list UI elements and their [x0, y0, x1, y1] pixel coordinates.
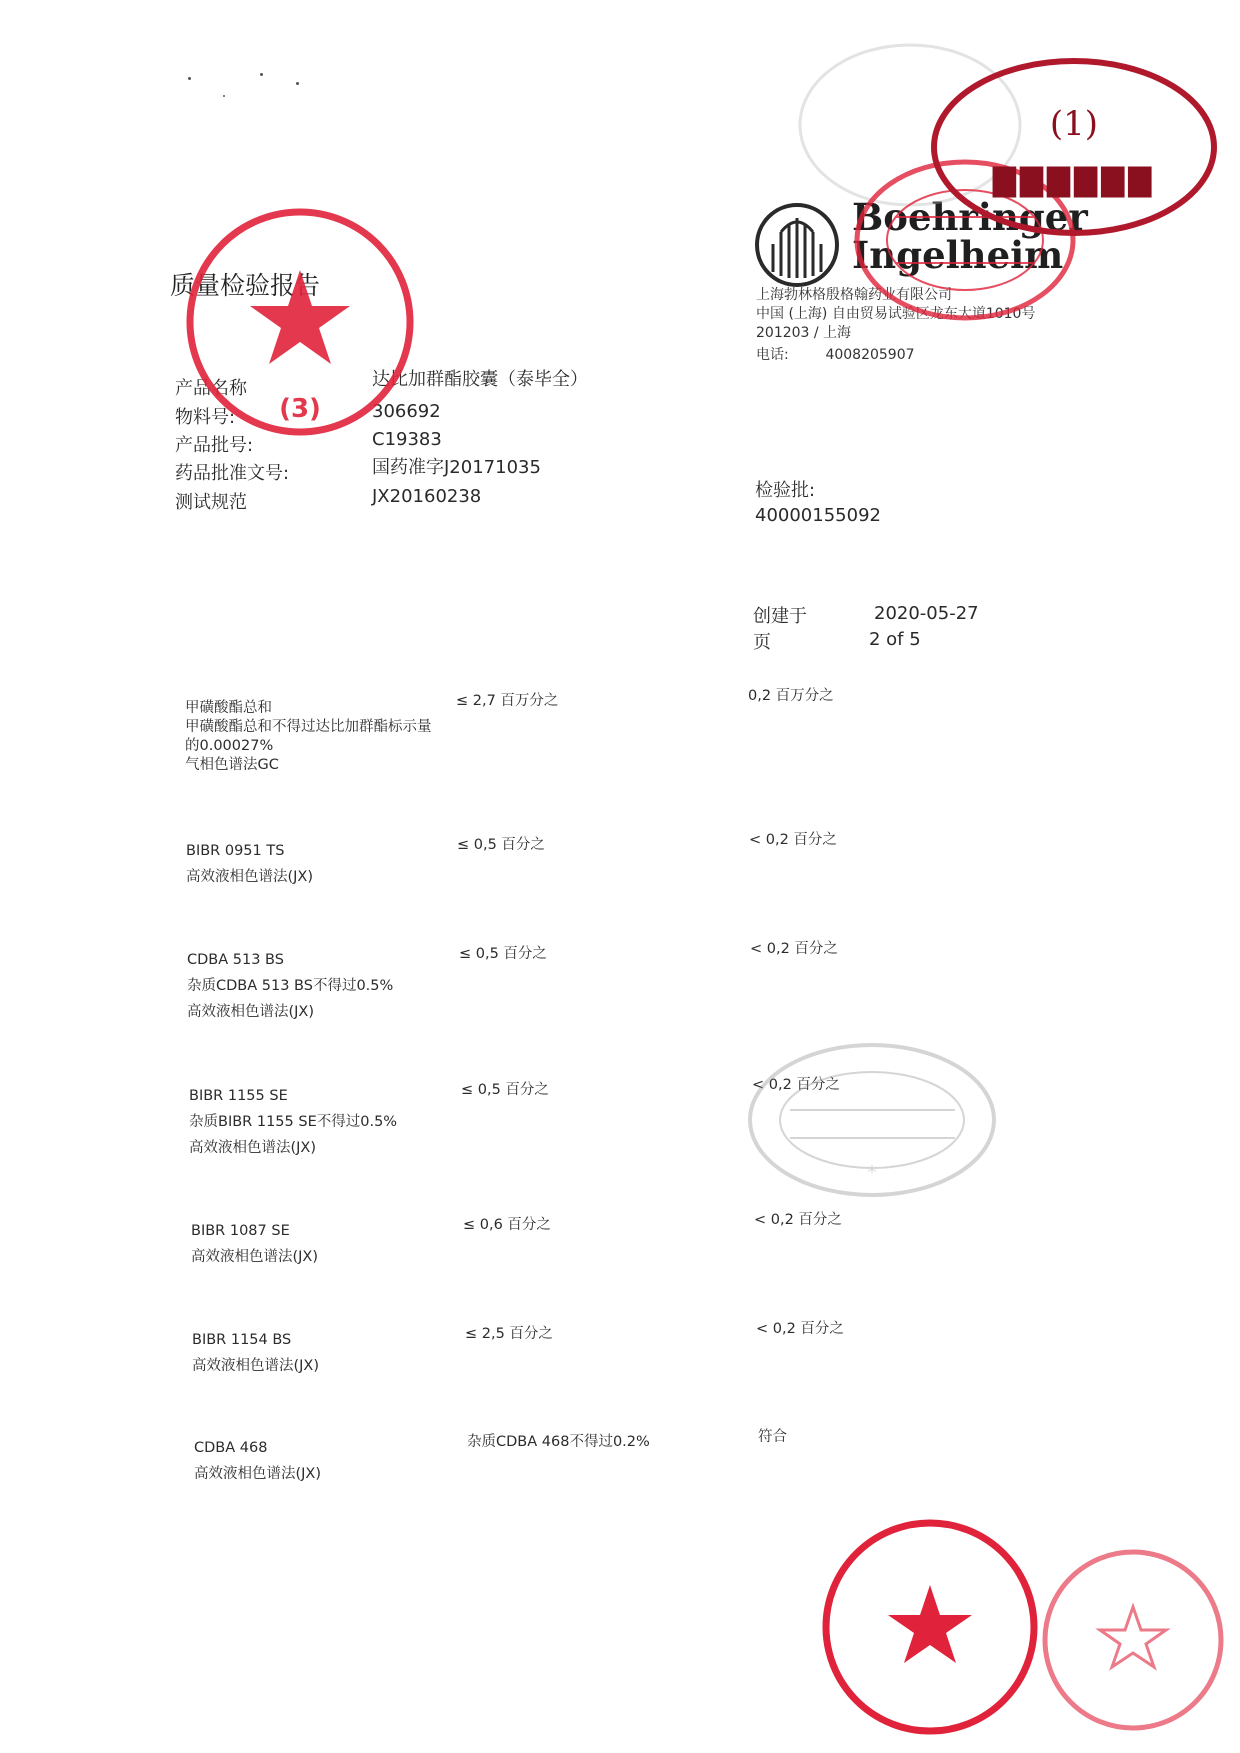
boehringer-logo-icon — [752, 200, 842, 290]
phone-label: 电话: — [756, 347, 789, 363]
field-value-approval-no: 国药准字J20171035 — [372, 457, 541, 478]
test-result: 0,2 百万分之 — [748, 688, 834, 704]
test-name-line: 甲磺酸酯总和 — [185, 700, 272, 716]
field-label-material-no: 物料号: — [175, 407, 236, 428]
phone-value: 4008205907 — [825, 347, 915, 363]
inspection-lot-value: 40000155092 — [755, 505, 881, 526]
field-value-material-no: 306692 — [372, 401, 441, 422]
test-spec: ≤ 0,5 百分之 — [459, 946, 547, 962]
test-name-line: 高效液相色谱法(JX) — [187, 1004, 315, 1020]
faded-boehringer-seal — [745, 1040, 1000, 1200]
field-label-batch-no: 产品批号: — [175, 435, 254, 456]
field-label-approval-no: 药品批准文号: — [175, 463, 290, 484]
test-name-line: BIBR 0951 TS — [186, 843, 285, 859]
company-phone-row — [756, 346, 1035, 365]
test-name-line: CDBA 513 BS — [187, 952, 284, 968]
field-value-test-spec: JX20160238 — [372, 486, 482, 507]
company-name: 上海勃林格殷格翰药业有限公司 — [756, 287, 952, 303]
logistics-quality-stamp — [183, 205, 418, 440]
company-postal: 201203 / 上海 — [756, 325, 852, 341]
test-name-line: 杂质BIBR 1155 SE不得过0.5% — [189, 1114, 398, 1130]
test-name-line: 杂质CDBA 513 BS不得过0.5% — [187, 978, 394, 994]
test-name-line: BIBR 1154 BS — [192, 1332, 292, 1348]
field-value-batch-no: C19383 — [372, 429, 442, 450]
test-spec: 杂质CDBA 468不得过0.2% — [467, 1434, 650, 1450]
logo-line-2: Ingelheim — [852, 233, 1064, 277]
test-result: < 0,2 百分之 — [749, 832, 837, 848]
test-spec: ≤ 0,5 百分之 — [457, 837, 545, 853]
inspection-lot-label: 检验批: — [755, 480, 816, 501]
company-logo — [752, 200, 842, 290]
created-date: 2020-05-27 — [874, 603, 979, 624]
fourth-quality-stamp — [1038, 1545, 1228, 1735]
svg-text:▇▇▇▇▇▇: ▇▇▇▇▇▇ — [992, 163, 1156, 198]
test-row-name — [185, 699, 432, 775]
test-name-line: 气相色谱法GC — [185, 757, 279, 773]
test-row-name — [187, 947, 393, 1025]
test-name-line: CDBA 468 — [194, 1440, 268, 1456]
test-name-line: 高效液相色谱法(JX) — [186, 869, 314, 885]
test-result: < 0,2 百分之 — [756, 1321, 844, 1337]
test-name-line: 高效液相色谱法(JX) — [194, 1466, 322, 1482]
test-row-name — [189, 1083, 397, 1161]
test-row-name — [186, 838, 313, 890]
svg-text:*: * — [867, 1162, 877, 1183]
test-result: < 0,2 百分之 — [750, 941, 838, 957]
test-name-line: BIBR 1087 SE — [191, 1223, 290, 1239]
test-name-line: 高效液相色谱法(JX) — [191, 1249, 319, 1265]
test-name-line: 甲磺酸酯总和不得过达比加群酯标示量 — [185, 719, 432, 735]
test-spec: ≤ 2,5 百分之 — [465, 1326, 553, 1342]
created-label: 创建于 — [753, 606, 807, 627]
test-result: 符合 — [758, 1429, 787, 1445]
test-row-name — [192, 1327, 319, 1379]
report-title: 质量检验报告 — [170, 271, 321, 300]
logo-line-1: Boehringer — [852, 195, 1088, 239]
test-row-name — [191, 1218, 318, 1270]
test-spec: ≤ 2,7 百万分之 — [456, 693, 559, 709]
svg-text:(1): (1) — [1049, 104, 1099, 144]
yancheng-quality-stamp — [928, 55, 1220, 240]
page-label: 页 — [753, 632, 771, 653]
page-value: 2 of 5 — [869, 629, 921, 650]
test-name-line: 的0.00027% — [185, 738, 274, 754]
test-result: < 0,2 百分之 — [752, 1077, 840, 1093]
test-name-line: BIBR 1155 SE — [189, 1088, 288, 1104]
jiangsu-quality-stamp — [818, 1515, 1043, 1740]
test-row-name — [194, 1435, 321, 1487]
test-result: < 0,2 百分之 — [754, 1212, 842, 1228]
field-value-product-name: 达比加群酯胶囊（泰毕全） — [372, 369, 588, 390]
test-spec: ≤ 0,5 百分之 — [461, 1082, 549, 1098]
test-spec: ≤ 0,6 百分之 — [463, 1217, 551, 1233]
company-address: 中国 (上海) 自由贸易试验区龙东大道1010号 — [756, 306, 1036, 322]
svg-text:(3): (3) — [279, 394, 321, 424]
field-label-test-spec: 测试规范 — [175, 492, 247, 513]
field-label-product-name: 产品名称 — [175, 378, 247, 399]
test-name-line: 高效液相色谱法(JX) — [189, 1140, 317, 1156]
test-name-line: 高效液相色谱法(JX) — [192, 1358, 320, 1374]
